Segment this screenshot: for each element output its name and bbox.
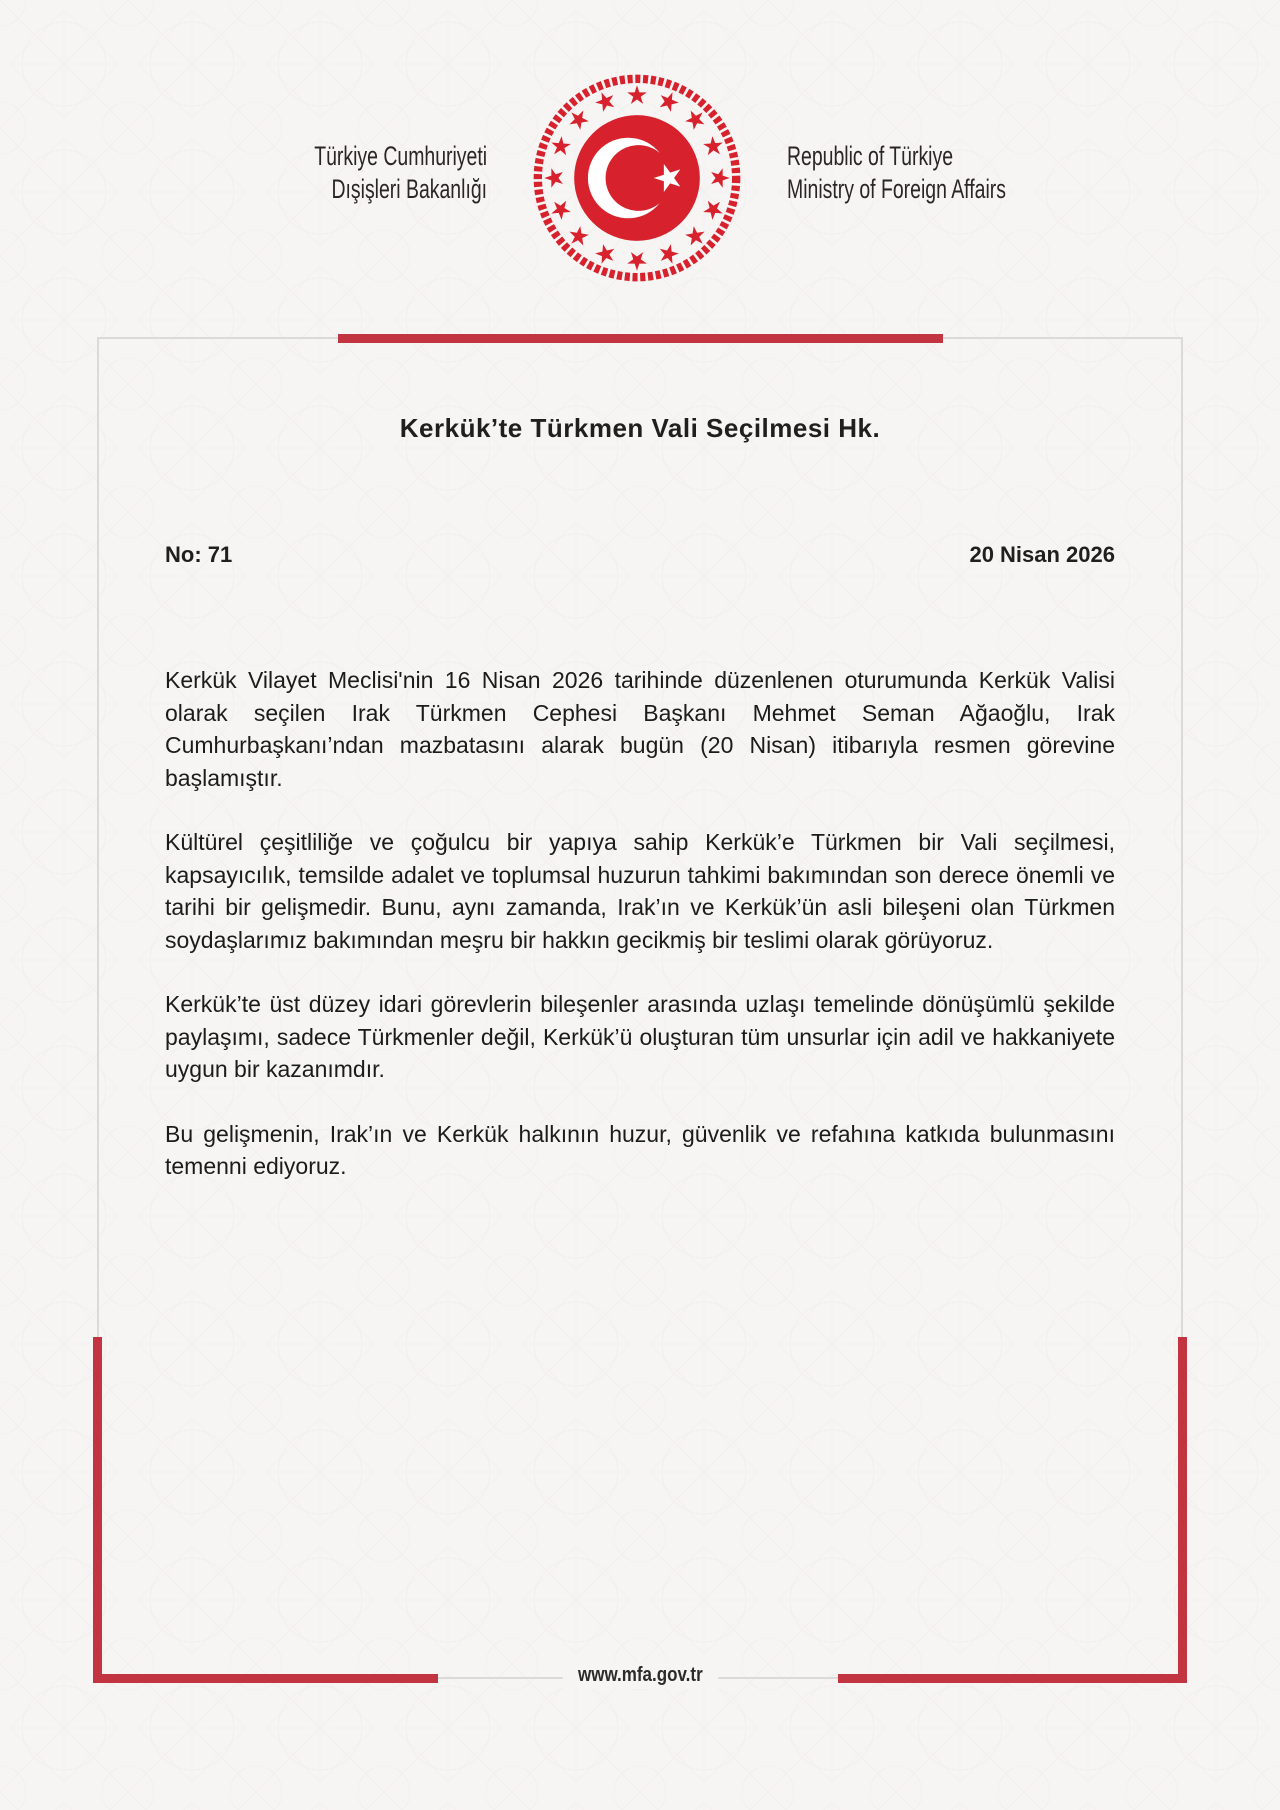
header-org-name-tr-line1: Türkiye Cumhuriyeti [314, 141, 487, 171]
document-meta-row [165, 542, 1115, 568]
header-org-name-en-line2: Ministry of Foreign Affairs [787, 174, 1006, 204]
left-accent-bar [93, 1337, 102, 1683]
document-date: 20 Nisan 2026 [969, 542, 1115, 567]
document-paragraph: Kerkük Vilayet Meclisi'nin 16 Nisan 2026 tarihinde düzenlenen oturumunda Kerkük Valisi olarak seçilen Irak Türkmen Cephesi Başkanı Mehmet Seman Ağaoğlu, Irak Cumhurbaşkanı’ndan mazbatasını alarak bugün (20 Nisan) itibarıyla resmen görevine başlamıştır. [165, 667, 1115, 791]
document-paragraph: Kültürel çeşitliliğe ve çoğulcu bir yapıya sahip Kerkük’e Türkmen bir Vali seçilmesi, kapsayıcılık, temsilde adalet ve toplumsal huzurun tahkimi bakımından son derece önemli ve tarihi bir gelişmedir. Bunu, aynı zamanda, Irak’ın ve Kerkük’ün asli bileşeni olan Türkmen soydaşlarımız bakımından meşru bir hakkın gecikmiş bir teslimi olarak görüyoruz. [165, 829, 1115, 953]
header-org-name-en [787, 140, 1006, 206]
footer-website [0, 1662, 1280, 1689]
document-paragraph: Kerkük’te üst düzey idari görevlerin bileşenler arasında uzlaşı temelinde dönüşümlü şekilde paylaşımı, sadece Türkmenler değil, Kerkük’ü oluşturan tüm unsurlar için adil ve hakkaniyete uygun bir kazanımdır. [165, 991, 1115, 1082]
header-org-name-tr-line2: Dışişleri Bakanlığı [331, 174, 487, 204]
document-title: Kerkük’te Türkmen Vali Seçilmesi Hk. [399, 413, 881, 443]
document-body [165, 664, 1115, 1215]
top-divider-bar [338, 334, 943, 343]
document-paragraph: Bu gelişmenin, Irak’ın ve Kerkük halkının huzur, güvenlik ve refahına katkıda bulunmasını temenni ediyoruz. [165, 1120, 1115, 1179]
footer-website-text: www.mfa.gov.tr [562, 1662, 717, 1689]
header-org-name-tr [314, 140, 487, 206]
document-ref-no: No: 71 [165, 542, 233, 567]
right-accent-bar [1178, 1337, 1187, 1683]
header-org-name-en-line1: Republic of Türkiye [787, 141, 954, 171]
turkiye-mfa-emblem-icon [529, 70, 745, 286]
